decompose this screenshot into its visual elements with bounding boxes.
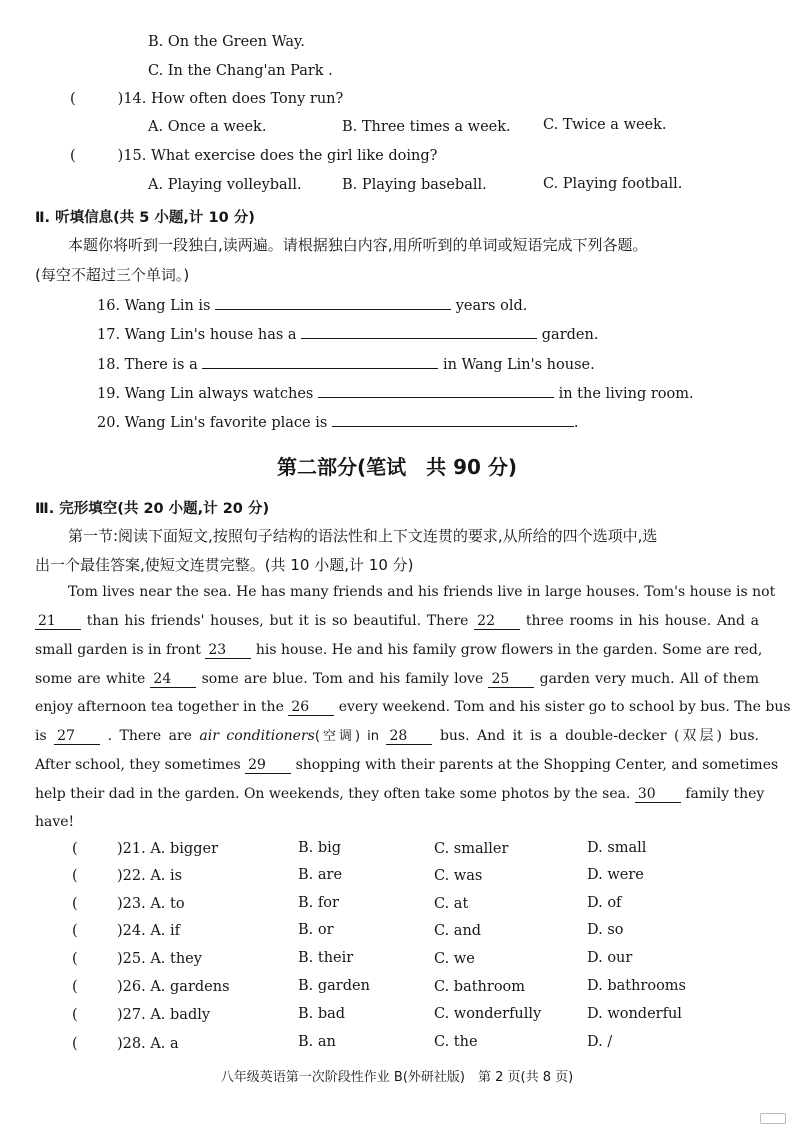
answer-blank[interactable] [332, 412, 574, 427]
option-b: B. are [298, 867, 343, 883]
option-b: B. for [298, 895, 339, 911]
blank-23[interactable]: 23 [205, 643, 251, 659]
question-15 [70, 148, 437, 164]
answer-paren: ( [70, 91, 76, 107]
question-number: )15. [117, 148, 147, 164]
passage-line: help their dad in the garden. On weekends, they often take some photos by the sea. 30 family they [35, 786, 765, 802]
fill-item-20: 20. Wang Lin's favorite place is . [97, 412, 579, 431]
option-q13-c: C. In the Chang'an Park . [148, 63, 333, 79]
fill-item-19: 19. Wang Lin always watches in the living room. [97, 383, 694, 402]
question-number: )28. A. a [117, 1036, 179, 1052]
option-q15-c: C. Playing football. [543, 176, 683, 192]
passage-line: 21 than his friends' houses, but it is so beautiful. There 22 three rooms in his house. And a [35, 607, 759, 636]
answer-paren: ( [72, 868, 78, 884]
option-c: C. and [434, 923, 482, 939]
watermark-badge [760, 1113, 786, 1124]
answer-blank[interactable] [202, 354, 438, 369]
option-c: C. the [434, 1034, 478, 1050]
question-stem: How often does Tony run? [151, 91, 344, 107]
option-c: C. was [434, 868, 483, 884]
passage-line: enjoy afternoon tea together in the 26 every weekend. Tom and his sister go to school by bus. The bus [35, 699, 791, 715]
section-2-instruction-1: 本题你将听到一段独白,读两遍。请根据独白内容,用所听到的单词或短语完成下列各题。 [68, 236, 648, 254]
option-q15-b: B. Playing baseball. [342, 177, 487, 193]
blank-24[interactable]: 24 [150, 672, 196, 688]
question-number: )27. A. badly [117, 1007, 211, 1023]
blank-26[interactable]: 26 [288, 700, 334, 716]
question-number: )22. A. is [117, 868, 183, 884]
passage-line: Tom lives near the sea. He has many friends and his friends live in large houses. Tom's house is not [68, 584, 776, 600]
option-b: B. an [298, 1034, 336, 1050]
blank-27[interactable]: 27 [54, 729, 100, 745]
option-b: B. big [298, 840, 342, 856]
section-3-instruction-2: 出一个最佳答案,使短文连贯完整。(共 10 小题,计 10 分) [35, 556, 414, 574]
fill-item-18: 18. There is a in Wang Lin's house. [97, 354, 595, 373]
passage-line: have! [35, 814, 75, 830]
option-b: B. garden [298, 978, 370, 994]
question-number: )24. A. if [117, 923, 181, 939]
passage-line: is 27 . There are air conditioners(空调) in 28 bus. And it is a double-decker (双层) bus. [35, 728, 760, 744]
option-q14-b: B. Three times a week. [342, 119, 511, 135]
question-number: )25. A. they [117, 951, 202, 967]
answer-paren: ( [70, 148, 76, 164]
option-b: B. their [298, 950, 354, 966]
section-2-heading: Ⅱ. 听填信息(共 5 小题,计 10 分) [35, 210, 255, 226]
answer-blank[interactable] [301, 324, 537, 339]
option-q13-b: B. On the Green Way. [148, 34, 305, 50]
section-3-instruction-1: 第一节:阅读下面短文,按照句子结构的语法性和上下文连贯的要求,从所给的四个选项中,选 [68, 527, 658, 545]
answer-paren: ( [72, 1036, 78, 1052]
blank-29[interactable]: 29 [245, 758, 291, 774]
section-3-heading: Ⅲ. 完形填空(共 20 小题,计 20 分) [35, 501, 270, 517]
option-c: C. wonderfully [434, 1006, 542, 1022]
page-footer: 八年级英语第一次阶段性作业 B(外研社版) 第 2 页(共 8 页) [220, 1070, 574, 1085]
section-2-instruction-2: (每空不超过三个单词。) [35, 266, 190, 284]
question-14 [70, 91, 343, 107]
blank-22[interactable]: 22 [474, 614, 520, 630]
option-c: C. we [434, 951, 475, 967]
question-number: )23. A. to [117, 896, 185, 912]
answer-blank[interactable] [215, 295, 451, 310]
passage-line: small garden is in front 23 his house. He and his family grow flowers in the garden. Some are red, [35, 642, 763, 658]
answer-paren: ( [72, 979, 78, 995]
option-b: B. or [298, 922, 334, 938]
answer-blank[interactable] [318, 383, 554, 398]
passage-line: some are white 24 some are blue. Tom and his family love 25 garden very much. All of them [35, 671, 760, 687]
option-q15-a: A. Playing volleyball. [148, 177, 302, 193]
blank-21[interactable]: 21 [35, 614, 81, 630]
blank-30[interactable]: 30 [635, 787, 681, 803]
option-d: D. of [587, 895, 622, 911]
option-q14-a: A. Once a week. [148, 119, 267, 135]
option-q14-c: C. Twice a week. [543, 117, 667, 133]
option-d: D. our [587, 950, 633, 966]
option-d: D. were [587, 867, 644, 883]
blank-28[interactable]: 28 [386, 729, 432, 745]
option-d: D. bathrooms [587, 978, 687, 994]
answer-paren: ( [72, 841, 78, 857]
option-d: D. so [587, 922, 624, 938]
fill-item-16: 16. Wang Lin is years old. [97, 295, 527, 314]
option-b: B. bad [298, 1006, 346, 1022]
question-number: )21. A. bigger [117, 841, 219, 857]
blank-25[interactable]: 25 [488, 672, 534, 688]
answer-paren: ( [72, 923, 78, 939]
answer-paren: ( [72, 1007, 78, 1023]
option-d: D. wonderful [587, 1006, 682, 1022]
fill-item-17: 17. Wang Lin's house has a garden. [97, 324, 598, 343]
question-stem: What exercise does the girl like doing? [151, 148, 438, 164]
answer-paren: ( [72, 951, 78, 967]
option-c: C. smaller [434, 841, 509, 857]
question-number: )14. [117, 91, 147, 107]
option-c: C. bathroom [434, 979, 526, 995]
option-c: C. at [434, 896, 469, 912]
part-title: 第二部分(笔试 共 90 分) [276, 455, 518, 479]
answer-paren: ( [72, 896, 78, 912]
option-d: D. / [587, 1034, 613, 1050]
passage-line: After school, they sometimes 29 shopping with their parents at the Shopping Center, and sometimes [35, 757, 779, 773]
option-d: D. small [587, 840, 647, 856]
question-number: )26. A. gardens [117, 979, 230, 995]
